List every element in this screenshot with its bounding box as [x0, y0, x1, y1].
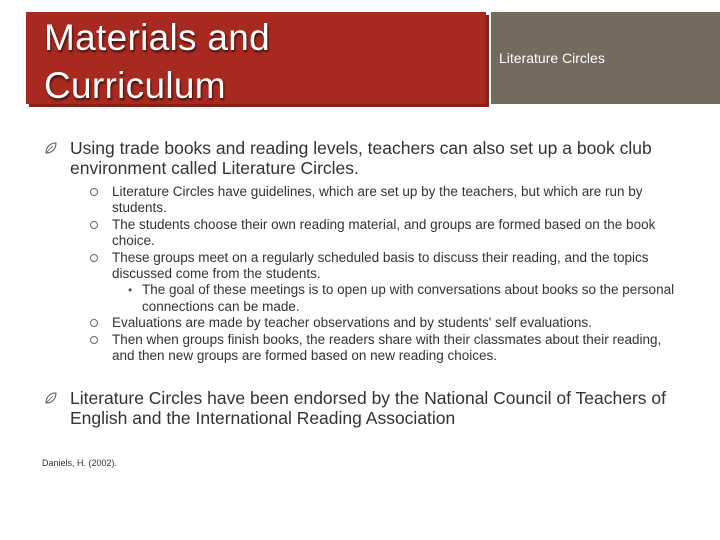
slide-subtitle: Literature Circles: [499, 50, 605, 66]
sub-item-2: [84, 217, 684, 250]
bullet-2-text: Literature Circles have been endorsed by the National Council of Teachers of English and the International Reading Association: [70, 388, 666, 429]
sub-item-4-text: Evaluations are made by teacher observations and by students' self evaluations.: [112, 315, 592, 331]
title-banner: [26, 12, 486, 104]
slide-body: [44, 138, 684, 428]
sub-sub-item-1: [84, 282, 684, 315]
circle-bullet-icon: [90, 254, 98, 262]
dot-bullet-icon: •: [128, 283, 133, 298]
citation: Daniels, H. (2002).: [42, 458, 118, 468]
bullet-1-sub-list: [84, 184, 684, 364]
circle-bullet-icon: [90, 221, 98, 229]
bullet-1: [44, 138, 684, 364]
sub-item-3: [84, 250, 684, 283]
title-line-2: Curriculum: [44, 65, 226, 106]
circle-bullet-icon: [90, 336, 98, 344]
circle-bullet-icon: [90, 188, 98, 196]
sub-item-2-text: The students choose their own reading material, and groups are formed based on the book choice.: [112, 216, 656, 249]
leaf-bullet-icon: [44, 391, 58, 405]
sub-item-5-text: Then when groups finish books, the readers share with their classmates about their reading, and then new groups are formed based on new reading choices.: [112, 331, 662, 364]
sub-item-5: [84, 332, 684, 365]
bullet-1-text: Using trade books and reading levels, teachers can also set up a book club environment called Literature Circles.: [70, 138, 652, 178]
slide-title: [44, 14, 474, 110]
leaf-bullet-icon: [44, 141, 58, 155]
title-line-1: Materials and: [44, 17, 271, 58]
bullet-2: [44, 388, 684, 428]
sub-item-4: [84, 315, 684, 331]
subtitle-banner: [491, 12, 720, 104]
circle-bullet-icon: [90, 319, 98, 327]
sub-item-1-text: Literature Circles have guidelines, which are set up by the teachers, but which are run by students.: [112, 184, 643, 216]
sub-item-1: [84, 184, 684, 217]
sub-item-3-text: These groups meet on a regularly scheduled basis to discuss their reading, and the topics discussed come from the students.: [112, 249, 649, 282]
sub-sub-item-1-text: The goal of these meetings is to open up with conversations about books so the personal connections can be made.: [142, 282, 675, 314]
